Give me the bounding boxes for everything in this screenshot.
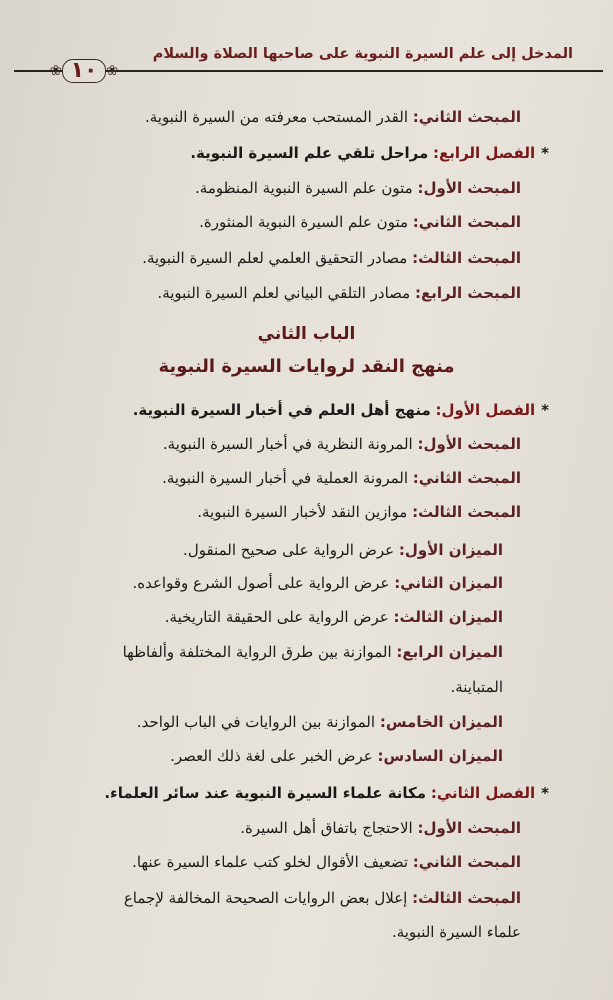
section-subtitle: منهج النقد لروايات السيرة النبوية: [158, 356, 455, 377]
toc-line: المبحث الثاني: المرونة العملية في أخبار السيرة النبوية.: [162, 469, 521, 487]
running-title: المدخل إلى علم السيرة النبوية على صاحبها الصلاة والسلام: [152, 46, 573, 62]
toc-line: المبحث الثالث: موازين النقد لأخبار السيرة النبوية.: [197, 503, 521, 521]
toc-line: المبحث الرابع: مصادر التلقي البياني لعلم السيرة النبوية.: [157, 284, 521, 302]
toc-line-scale: الميزان الخامس: الموازنة بين الروايات في الباب الواحد.: [136, 713, 503, 731]
toc-line-scale: الميزان السادس: عرض الخبر على لغة ذلك العصر.: [170, 747, 503, 765]
toc-line-chapter: *الفصل الثاني: مكانة علماء السيرة النبوية عند سائر العلماء.: [104, 784, 549, 802]
toc-line-chapter: *الفصل الأول: منهج أهل العلم في أخبار السيرة النبوية.: [132, 401, 549, 419]
page-header: [14, 40, 603, 100]
toc-line-continuation: المتباينة.: [450, 678, 503, 696]
toc-line: المبحث الثاني: القدر المستحب معرفته من السيرة النبوية.: [144, 108, 521, 126]
toc-line: المبحث الثاني: تضعيف الأقوال لخلو كتب علماء السيرة عنها.: [132, 853, 521, 871]
toc-line-chapter: *الفصل الرابع: مراحل تلقي علم السيرة النبوية.: [190, 144, 549, 162]
ornament-icon: ❀: [49, 63, 62, 79]
page-number: ١٠: [62, 59, 107, 83]
toc-line-continuation: علماء السيرة النبوية.: [391, 923, 521, 941]
toc-line: المبحث الأول: الاحتجاج باتفاق أهل السيرة.: [240, 819, 521, 837]
toc-line: المبحث الثالث: مصادر التحقيق العلمي لعلم السيرة النبوية.: [142, 249, 521, 267]
toc-line: المبحث الأول: المرونة النظرية في أخبار السيرة النبوية.: [162, 435, 521, 453]
toc-line: المبحث الأول: متون علم السيرة النبوية المنظومة.: [195, 179, 521, 197]
toc-line: المبحث الثالث: إعلال بعض الروايات الصحيحة المخالفة لإجماع: [123, 889, 521, 907]
toc-line-scale: الميزان الثاني: عرض الرواية على أصول الشرع وقواعده.: [132, 574, 503, 592]
toc-line-scale: الميزان الثالث: عرض الرواية على الحقيقة التاريخية.: [164, 608, 503, 626]
section-title: الباب الثاني: [257, 324, 356, 344]
toc-line-scale: الميزان الرابع: الموازنة بين طرق الرواية المختلفة وألفاظها: [122, 643, 503, 661]
toc-line: المبحث الثاني: متون علم السيرة النبوية المنثورة.: [199, 213, 521, 231]
ornament-icon: ❀: [106, 63, 119, 79]
toc-line-scale: الميزان الأول: عرض الرواية على صحيح المنقول.: [183, 541, 503, 559]
page-number-badge: [24, 58, 144, 84]
